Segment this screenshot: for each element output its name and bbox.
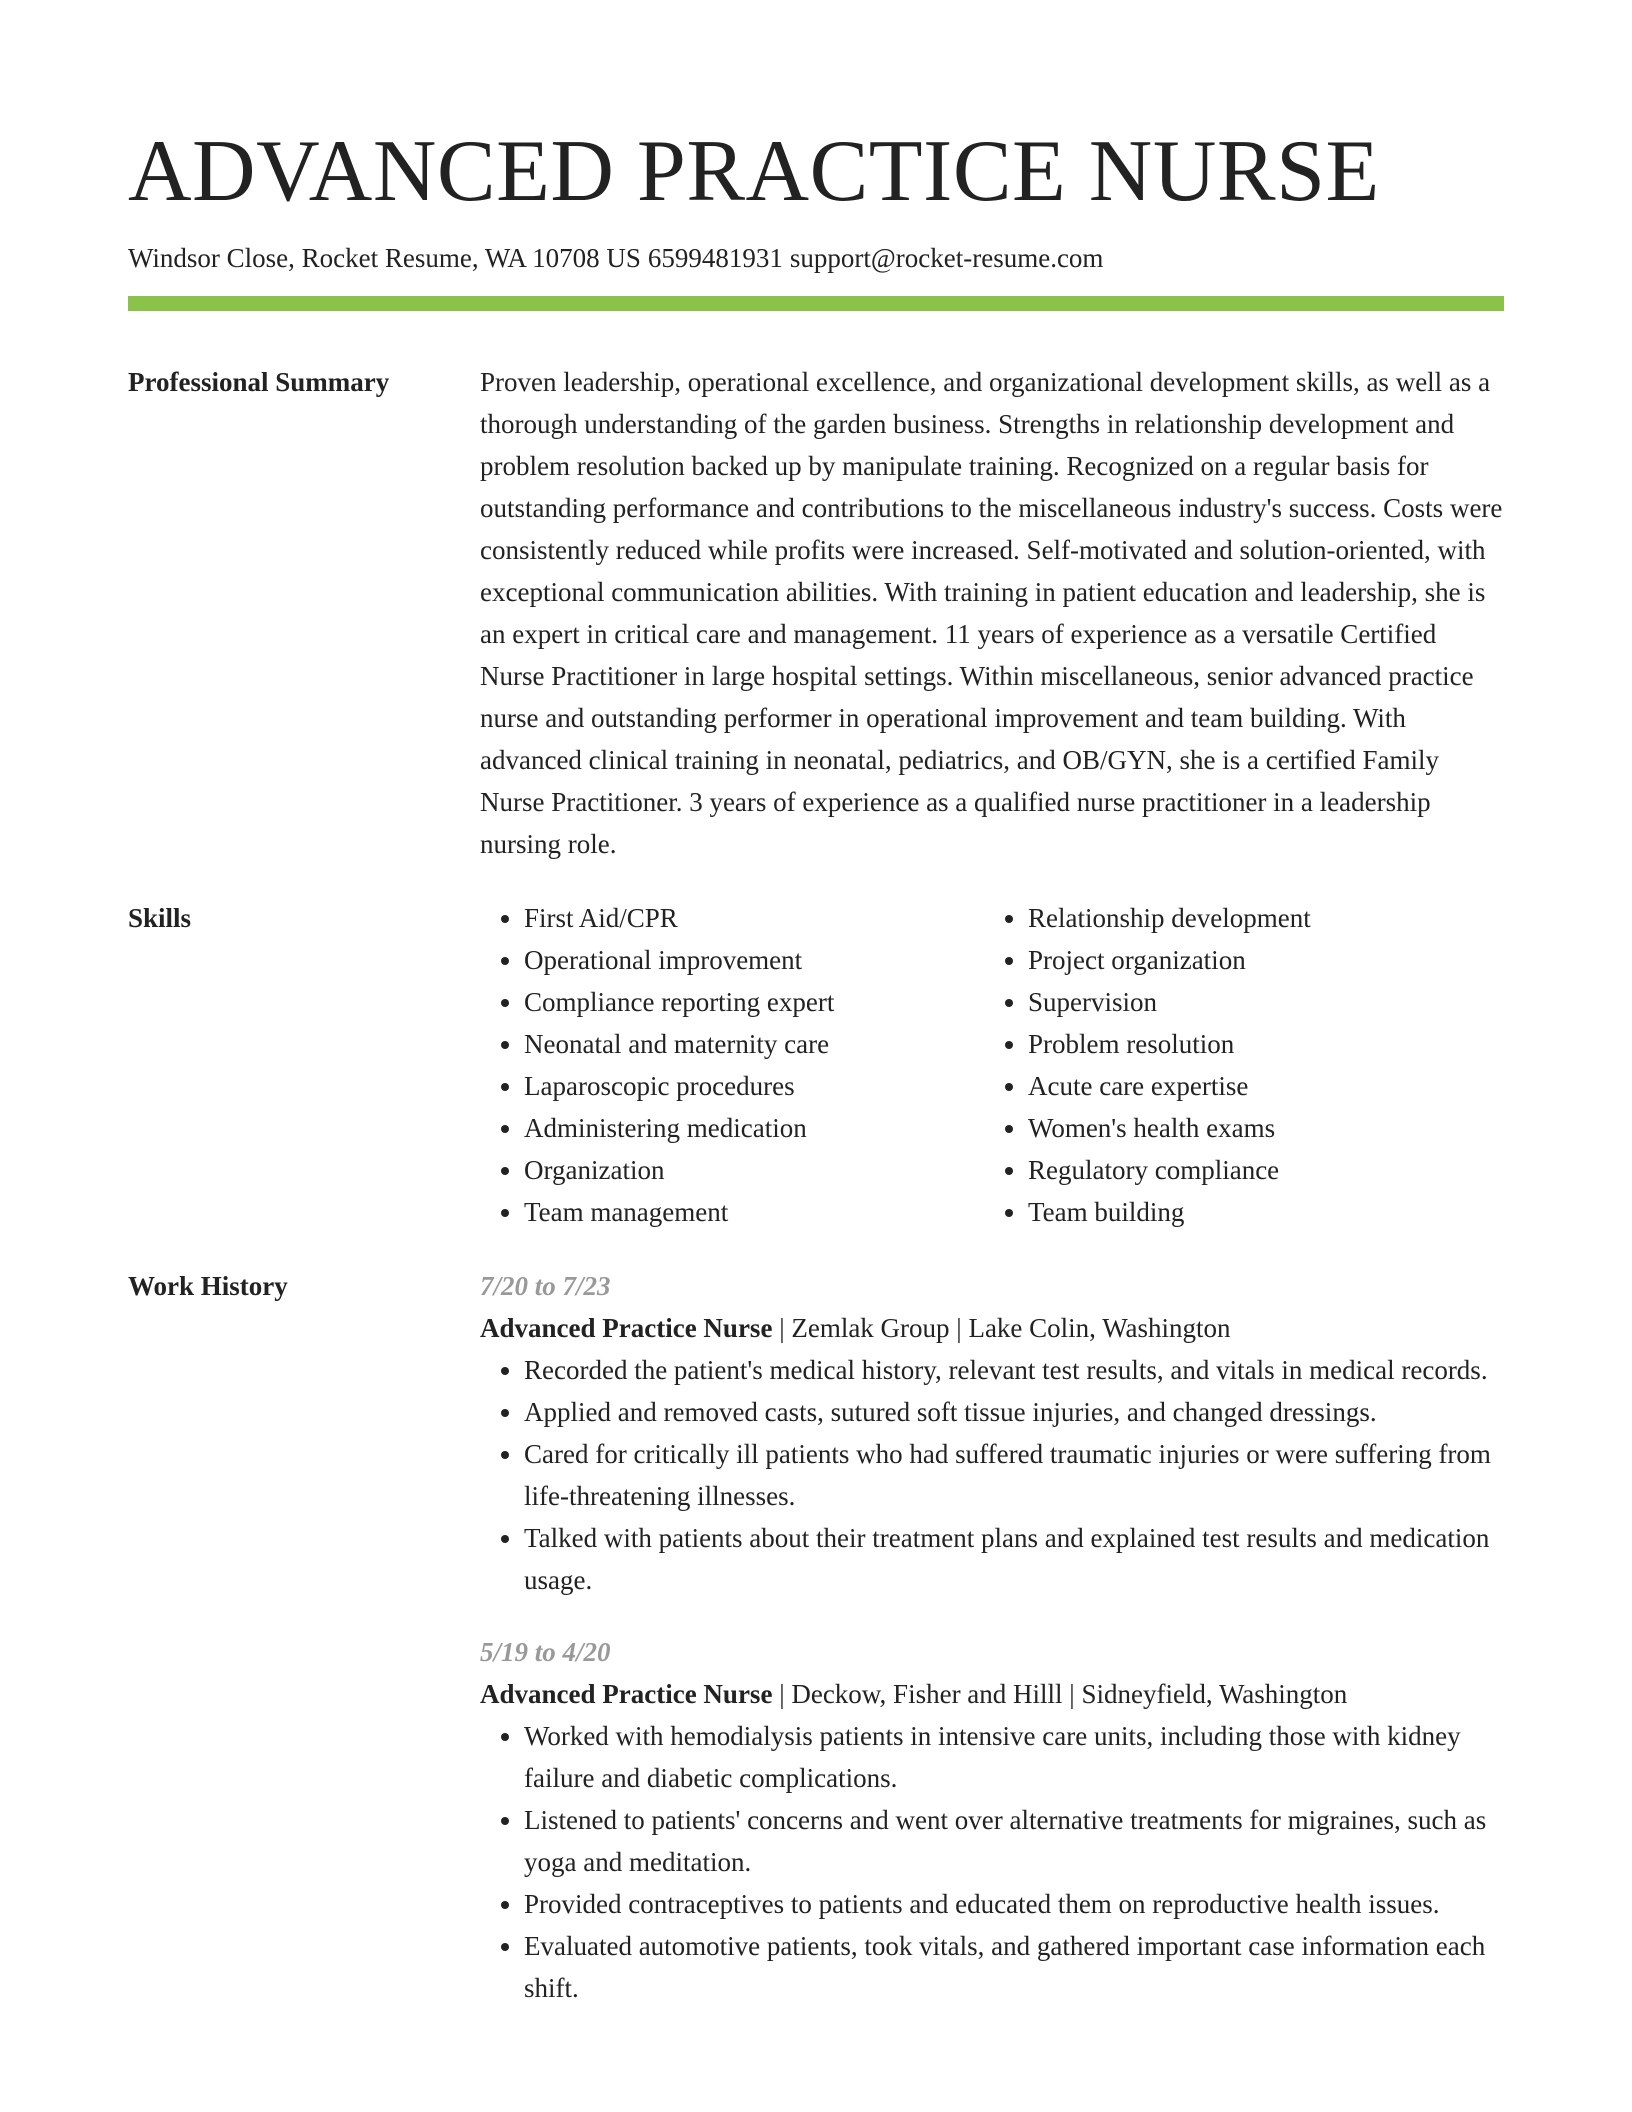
job-duty: • Provided contraceptives to patients and educated them on reproductive health issues. — [524, 1883, 1504, 1925]
job-duty: • Listened to patients' concerns and went over alternative treatments for migraines, such as yoga and meditation. — [524, 1799, 1504, 1883]
skill-item: • Acute care expertise — [1028, 1065, 1488, 1107]
skill-item: • Relationship development — [1028, 897, 1488, 939]
skill-item: • First Aid/CPR — [524, 897, 984, 939]
job-duties — [480, 1349, 1504, 1601]
skill-item: • Regulatory compliance — [1028, 1149, 1488, 1191]
job-heading: Advanced Practice Nurse | Deckow, Fisher and Hilll | Sidneyfield, Washington — [480, 1679, 1348, 1709]
job-dates: 7/20 to 7/23 — [480, 1271, 611, 1301]
skill-item: • Organization — [524, 1149, 984, 1191]
job-duty: • Cared for critically ill patients who had suffered traumatic injuries or were suffering from life-threatening illnesses. — [524, 1433, 1504, 1517]
contact-phone: 6599481931 — [647, 243, 783, 273]
job-duty: • Evaluated automotive patients, took vitals, and gathered important case information each shift. — [524, 1925, 1504, 2009]
skill-item: • Women's health exams — [1028, 1107, 1488, 1149]
job-company: Zemlak Group — [791, 1313, 950, 1343]
job-location: Sidneyfield, Washington — [1081, 1679, 1348, 1709]
skills-section — [128, 897, 1504, 1233]
skill-item: • Team management — [524, 1191, 984, 1233]
header-accent-rule — [128, 296, 1504, 311]
work-history-heading: Work History — [128, 1271, 288, 1301]
skill-item: • Team building — [1028, 1191, 1488, 1233]
resume-page — [128, 0, 1504, 2009]
job-title: Advanced Practice Nurse — [480, 1313, 773, 1343]
job-duty: • Talked with patients about their treatment plans and explained test results and medication usage. — [524, 1517, 1504, 1601]
job-duties — [480, 1715, 1504, 2009]
job-heading: Advanced Practice Nurse | Zemlak Group | Lake Colin, Washington — [480, 1313, 1231, 1343]
job-company: Deckow, Fisher and Hilll — [791, 1679, 1063, 1709]
resume-title: ADVANCED PRACTICE NURSE — [128, 123, 1380, 220]
job-dates: 5/19 to 4/20 — [480, 1637, 611, 1667]
contact-line — [128, 240, 1504, 276]
work-history-section — [128, 1265, 1504, 2009]
skill-item: • Problem resolution — [1028, 1023, 1488, 1065]
job-location: Lake Colin, Washington — [968, 1313, 1231, 1343]
skill-item: • Supervision — [1028, 981, 1488, 1023]
job-entry — [480, 1631, 1504, 2009]
skill-item: • Compliance reporting expert — [524, 981, 984, 1023]
skills-list-right — [984, 897, 1488, 1233]
job-duty: • Applied and removed casts, sutured soft tissue injuries, and changed dressings. — [524, 1391, 1504, 1433]
skill-item: • Laparoscopic procedures — [524, 1065, 984, 1107]
summary-heading: Professional Summary — [128, 367, 390, 397]
contact-address: Windsor Close, Rocket Resume, WA 10708 US — [128, 243, 641, 273]
skills-columns — [480, 897, 1504, 1233]
summary-text: Proven leadership, operational excellence, and organizational development skills, as well as a thorough understanding of the garden business. Strengths in relationship development and problem resolution backed up by manipulate training. Recognized on a regular basis for outstanding performance and contributions to the miscellaneous industry's success. Costs were consistently reduced while profits were increased. Self-motivated and solution-oriented, with exceptional communication abilities. With training in patient education and leadership, she is an expert in critical care and management. 11 years of experience as a versatile Certified Nurse Practitioner in large hospital settings. Within miscellaneous, senior advanced practice nurse and outstanding performer in operational improvement and team building. With advanced clinical training in neonatal, pediatrics, and OB/GYN, she is a certified Family Nurse Practitioner. 3 years of experience as a qualified nurse practitioner in a leadership nursing role. — [480, 367, 1503, 859]
skill-item: • Project organization — [1028, 939, 1488, 981]
contact-email: support@rocket-resume.com — [789, 243, 1104, 273]
skill-item: • Neonatal and maternity care — [524, 1023, 984, 1065]
work-history-entries — [480, 1265, 1504, 2009]
skills-list-left — [480, 897, 984, 1233]
job-title: Advanced Practice Nurse — [480, 1679, 773, 1709]
job-duty: • Worked with hemodialysis patients in intensive care units, including those with kidney failure and diabetic complications. — [524, 1715, 1504, 1799]
skill-item: • Operational improvement — [524, 939, 984, 981]
summary-section — [128, 361, 1504, 865]
job-duty: • Recorded the patient's medical history, relevant test results, and vitals in medical records. — [524, 1349, 1504, 1391]
job-entry — [480, 1265, 1504, 1601]
skills-heading: Skills — [128, 903, 192, 933]
skill-item: • Administering medication — [524, 1107, 984, 1149]
